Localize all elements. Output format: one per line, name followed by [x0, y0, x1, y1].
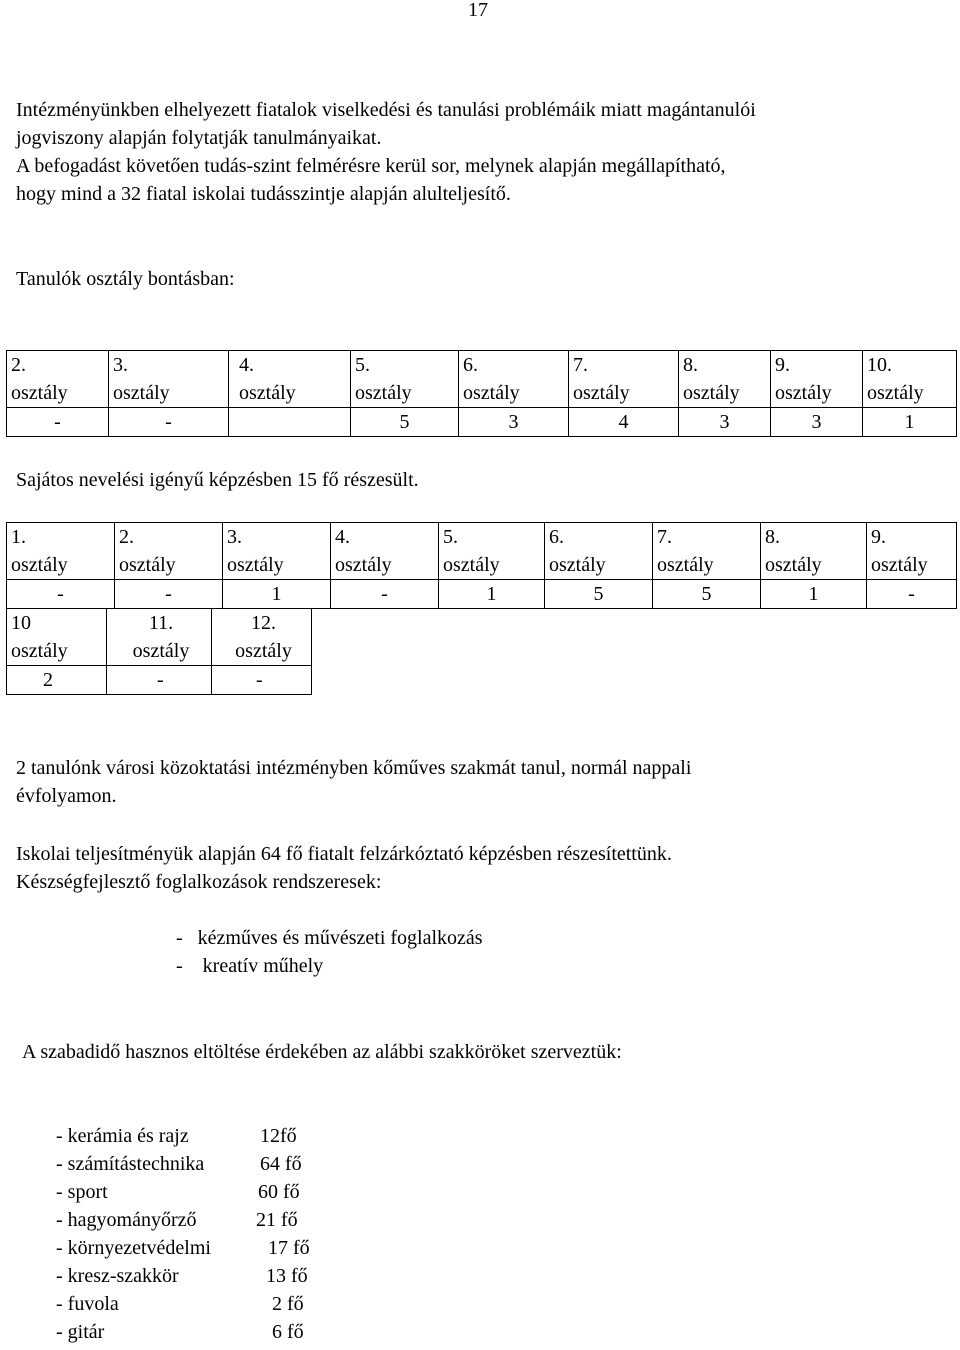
- value-cell: 1: [761, 580, 867, 609]
- page-number: 17: [468, 0, 488, 21]
- value-cell: 2: [7, 666, 107, 695]
- intro-line: hogy mind a 32 fiatal iskolai tudásszintje alapján alulteljesítő.: [16, 183, 511, 205]
- table-value-row: [7, 580, 957, 609]
- intro-line: A befogadást követően tudás-szint felmérésre kerül sor, melynek alapján megállapítható,: [16, 155, 726, 177]
- header-cell: 7. osztály: [569, 351, 679, 408]
- header-cell: 1. osztály: [7, 523, 115, 580]
- header-cell: 2. osztály: [115, 523, 223, 580]
- list-item: - kézműves és művészeti foglalkozás: [176, 927, 483, 949]
- list-item: - hagyományőrző 21 fő: [56, 1209, 298, 1231]
- upper-class-table: [6, 608, 312, 695]
- paragraph-line: Iskolai teljesítményük alapján 64 fő fiatalt felzárkóztató képzésben részesítettünk.: [16, 843, 672, 865]
- list-item: - kreatív műhely: [176, 955, 324, 977]
- value-cell: 1: [439, 580, 545, 609]
- paragraph-line: Készségfejlesztő foglalkozások rendszeresek:: [16, 871, 382, 893]
- header-cell: 4. osztály: [331, 523, 439, 580]
- intro-paragraph: [16, 96, 756, 208]
- value-cell: 3: [459, 408, 569, 437]
- header-cell: 3. osztály: [109, 351, 229, 408]
- header-cell: 5. osztály: [351, 351, 459, 408]
- value-cell: 5: [351, 408, 459, 437]
- list-item: - kerámia és rajz 12fő: [56, 1125, 297, 1147]
- header-cell: 3. osztály: [223, 523, 331, 580]
- sen-class-table: [6, 522, 957, 609]
- header-cell: 6. osztály: [459, 351, 569, 408]
- activities-list: [176, 924, 483, 980]
- header-cell: 10 osztály: [7, 609, 107, 666]
- class-distribution-table: [6, 350, 957, 437]
- list-item: - számítástechnika 64 fő: [56, 1153, 302, 1175]
- value-cell: 1: [223, 580, 331, 609]
- paragraph-line: 2 tanulónk városi közoktatási intézményben kőműves szakmát tanul, normál nappali: [16, 757, 692, 779]
- catch-up-paragraph: [16, 840, 672, 896]
- header-cell: 8. osztály: [761, 523, 867, 580]
- list-item: - fuvola 2 fő: [56, 1293, 304, 1315]
- table-value-row: [7, 408, 957, 437]
- list-item: - környezetvédelmi 17 fő: [56, 1237, 310, 1259]
- table-header-row: [7, 609, 312, 666]
- header-cell: 2. osztály: [7, 351, 109, 408]
- table-header-row: [7, 523, 957, 580]
- value-cell: 5: [653, 580, 761, 609]
- value-cell: -: [109, 408, 229, 437]
- header-cell: 4. osztály: [229, 351, 351, 408]
- value-cell: -: [331, 580, 439, 609]
- value-cell: -: [867, 580, 957, 609]
- value-cell: -: [7, 580, 115, 609]
- list-item: - gitár 6 fő: [56, 1321, 304, 1343]
- list-item: - sport 60 fő: [56, 1181, 300, 1203]
- value-cell: -: [115, 580, 223, 609]
- clubs-list: [56, 1122, 336, 1346]
- header-cell: 10. osztály: [863, 351, 957, 408]
- section-title-sen: Sajátos nevelési igényű képzésben 15 fő részesült.: [16, 469, 419, 491]
- value-cell: 4: [569, 408, 679, 437]
- table-header-row: [7, 351, 957, 408]
- list-item: - kresz-szakkör 13 fő: [56, 1265, 308, 1287]
- section-title-clubs: A szabadidő hasznos eltöltése érdekében az alábbi szakköröket szerveztük:: [22, 1041, 622, 1063]
- table-value-row: [7, 666, 312, 695]
- value-cell: 1: [863, 408, 957, 437]
- header-cell: 11. osztály: [107, 609, 212, 666]
- section-title-classes: Tanulók osztály bontásban:: [16, 268, 235, 290]
- intro-line: jogviszony alapján folytatják tanulmányaikat.: [16, 127, 382, 149]
- header-cell: 6. osztály: [545, 523, 653, 580]
- value-cell: 5: [545, 580, 653, 609]
- value-cell: -: [7, 408, 109, 437]
- paragraph-line: évfolyamon.: [16, 785, 117, 807]
- value-cell: -: [212, 666, 312, 695]
- header-cell: 9. osztály: [867, 523, 957, 580]
- header-cell: 7. osztály: [653, 523, 761, 580]
- value-cell: -: [107, 666, 212, 695]
- header-cell: 8. osztály: [679, 351, 771, 408]
- header-cell: 9. osztály: [771, 351, 863, 408]
- vocational-paragraph: [16, 754, 691, 810]
- header-cell: 12. osztály: [212, 609, 312, 666]
- intro-line: Intézményünkben elhelyezett fiatalok viselkedési és tanulási problémáik miatt magántanulói: [16, 99, 756, 121]
- value-cell: 3: [679, 408, 771, 437]
- header-cell: 5. osztály: [439, 523, 545, 580]
- value-cell: [229, 408, 351, 437]
- value-cell: 3: [771, 408, 863, 437]
